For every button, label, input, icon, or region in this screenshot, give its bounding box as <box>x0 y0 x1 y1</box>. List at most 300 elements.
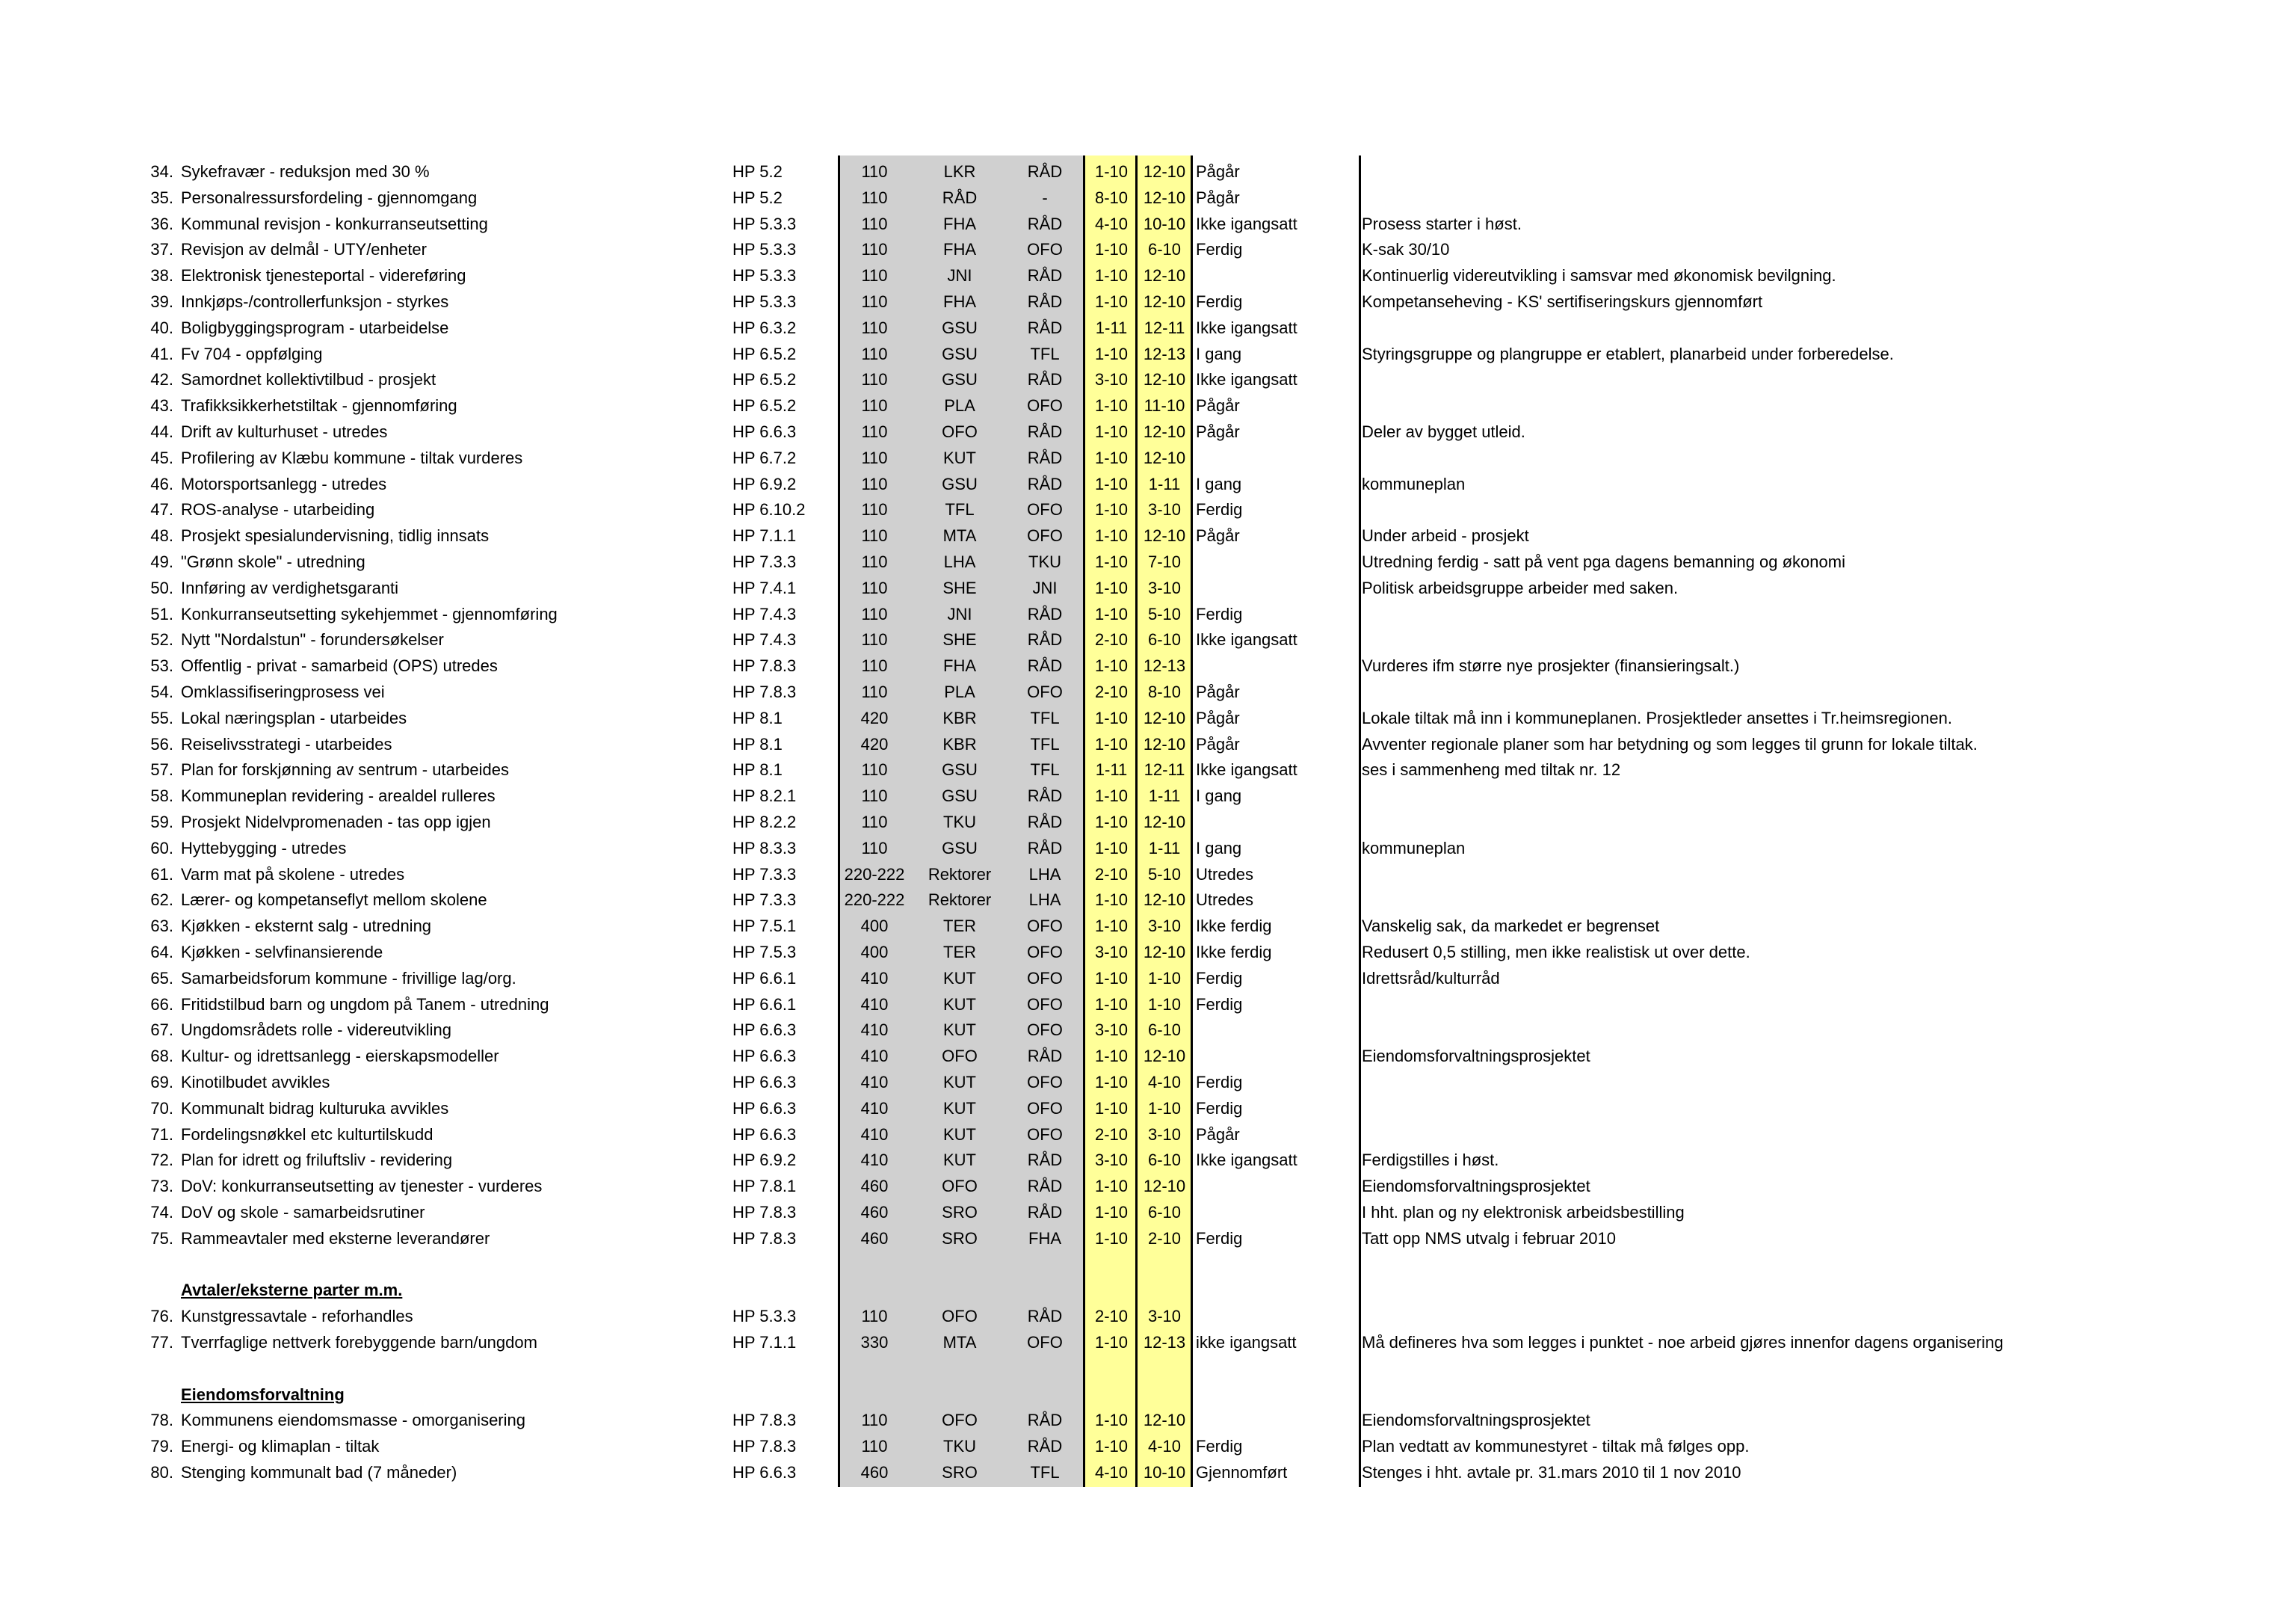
task-title: Kunstgressavtale - reforhandles <box>181 1307 413 1325</box>
task-title: ROS-analyse - utarbeiding <box>181 500 375 519</box>
approver: JNI <box>1032 579 1058 597</box>
row-number: 44. <box>150 422 173 441</box>
status: Ferdig <box>1196 500 1243 519</box>
account-code: 110 <box>861 292 888 311</box>
start-period: 1-10 <box>1094 839 1129 857</box>
start-period: 1-10 <box>1094 1437 1129 1456</box>
start-period: 1-10 <box>1094 1333 1129 1352</box>
account-code: 110 <box>861 240 888 259</box>
comment <box>1362 185 2259 211</box>
responsible: FHA <box>943 656 976 675</box>
table-row <box>0 1043 2296 1069</box>
status: Pågår <box>1196 709 1240 727</box>
table-row <box>0 626 2296 653</box>
plan-reference: HP 5.3.3 <box>732 215 797 233</box>
row-number: 54. <box>150 683 173 701</box>
plan-reference: HP 6.10.2 <box>732 500 806 519</box>
row-number: 77. <box>150 1333 173 1352</box>
plan-reference: HP 5.3.3 <box>732 1307 797 1325</box>
end-period: 12-10 <box>1143 1411 1186 1429</box>
start-period: 1-10 <box>1094 266 1129 285</box>
plan-reference: HP 6.6.3 <box>732 1463 797 1482</box>
account-code: 410 <box>860 1047 889 1065</box>
responsible: GSU <box>942 370 978 389</box>
status: Ikke igangsatt <box>1196 1151 1297 1169</box>
end-period: 1-11 <box>1148 839 1181 857</box>
comment <box>1362 679 2259 705</box>
responsible: OFO <box>942 422 978 441</box>
start-period: 3-10 <box>1094 943 1129 961</box>
task-title: Plan for idrett og friluftsliv - revidering <box>181 1151 453 1169</box>
plan-reference: HP 7.8.3 <box>732 656 797 675</box>
status <box>1196 1043 1357 1069</box>
comment: Stenges i hht. avtale pr. 31.mars 2010 til 1 nov 2010 <box>1362 1463 1741 1482</box>
end-period: 1-11 <box>1148 786 1181 805</box>
task-title: Personalressursfordeling - gjennomgang <box>181 188 478 207</box>
comment: Under arbeid - prosjekt <box>1362 526 1529 545</box>
row-number: 69. <box>150 1073 173 1091</box>
table-row <box>0 315 2296 341</box>
comment <box>1362 1121 2259 1148</box>
plan-reference: HP 6.9.2 <box>732 1151 797 1169</box>
account-code: 110 <box>861 656 888 675</box>
account-code: 460 <box>860 1229 889 1248</box>
responsible: KUT <box>943 1073 976 1091</box>
row-number: 38. <box>150 266 173 285</box>
account-code: 110 <box>861 552 888 571</box>
end-period: 3-10 <box>1147 1125 1182 1144</box>
responsible: FHA <box>943 240 976 259</box>
row-number: 43. <box>150 396 173 415</box>
account-code: 110 <box>861 630 888 649</box>
end-period: 12-10 <box>1143 735 1186 754</box>
status <box>1196 549 1357 575</box>
row-number: 78. <box>150 1411 173 1429</box>
approver: TFL <box>1030 760 1060 779</box>
comment: Eiendomsforvaltningsprosjektet <box>1362 1047 1590 1065</box>
table-row <box>0 262 2296 289</box>
comment: Idrettsråd/kulturråd <box>1362 969 1500 988</box>
task-title: Innkjøps-/controllerfunksjon - styrkes <box>181 292 449 311</box>
end-period: 12-11 <box>1144 318 1185 337</box>
approver: OFO <box>1027 526 1063 545</box>
account-code: 110 <box>861 786 888 805</box>
approver: RÅD <box>1027 1047 1063 1065</box>
responsible: PLA <box>944 683 975 701</box>
row-number: 45. <box>150 449 173 467</box>
approver: OFO <box>1027 240 1063 259</box>
start-period: 8-10 <box>1094 188 1129 207</box>
row-number: 68. <box>150 1047 173 1065</box>
row-number: 48. <box>150 526 173 545</box>
plan-reference: HP 7.8.1 <box>732 1177 797 1195</box>
status <box>1196 575 1357 601</box>
start-period: 2-10 <box>1094 1307 1129 1325</box>
account-code: 400 <box>860 943 889 961</box>
comment <box>1362 1017 2259 1043</box>
row-number: 58. <box>150 786 173 805</box>
end-period: 6-10 <box>1147 240 1182 259</box>
status: Ferdig <box>1196 969 1243 988</box>
plan-reference: HP 7.3.3 <box>732 865 797 884</box>
end-period: 12-10 <box>1143 1047 1186 1065</box>
end-period: 6-10 <box>1147 1203 1182 1222</box>
plan-reference: HP 6.6.3 <box>732 422 797 441</box>
account-code: 110 <box>861 1411 888 1429</box>
responsible: SRO <box>942 1229 978 1248</box>
approver: TKU <box>1028 552 1061 571</box>
end-period: 12-13 <box>1143 656 1186 675</box>
start-period: 1-10 <box>1094 579 1129 597</box>
responsible: OFO <box>942 1307 978 1325</box>
responsible: GSU <box>942 786 978 805</box>
plan-reference: HP 7.8.3 <box>732 1437 797 1456</box>
start-period: 1-10 <box>1094 449 1129 467</box>
approver: RÅD <box>1027 475 1063 493</box>
row-number: 72. <box>150 1151 173 1169</box>
task-title: Plan for forskjønning av sentrum - utarbeides <box>181 760 509 779</box>
end-period: 6-10 <box>1147 1020 1182 1039</box>
responsible: GSU <box>942 760 978 779</box>
end-period: 12-10 <box>1143 370 1186 389</box>
start-period: 1-10 <box>1094 162 1129 181</box>
status <box>1196 653 1357 679</box>
account-code: 110 <box>861 215 888 233</box>
task-title: Kommunal revisjon - konkurranseutsetting <box>181 215 488 233</box>
task-title: Fordelingsnøkkel etc kulturtilskudd <box>181 1125 433 1144</box>
status: Utredes <box>1196 865 1254 884</box>
table-row <box>0 757 2296 783</box>
plan-reference: HP 6.6.3 <box>732 1073 797 1091</box>
start-period: 2-10 <box>1094 630 1129 649</box>
start-period: 1-10 <box>1094 1177 1129 1195</box>
responsible: JNI <box>947 266 972 285</box>
status: Gjennomført <box>1196 1463 1288 1482</box>
table-row <box>0 341 2296 367</box>
plan-reference: HP 8.3.3 <box>732 839 797 857</box>
plan-reference: HP 7.1.1 <box>732 1333 797 1352</box>
comment: Lokale tiltak må inn i kommuneplanen. Prosjektleder ansettes i Tr.heimsregionen. <box>1362 709 1952 727</box>
task-title: Energi- og klimaplan - tiltak <box>181 1437 380 1456</box>
plan-reference: HP 5.2 <box>732 162 783 181</box>
responsible: KUT <box>943 995 976 1014</box>
status: Ikke igangsatt <box>1196 370 1297 389</box>
account-code: 410 <box>860 1125 889 1144</box>
responsible: SRO <box>942 1203 978 1222</box>
plan-reference: HP 5.3.3 <box>732 292 797 311</box>
account-code: 110 <box>861 1307 888 1325</box>
start-period: 1-10 <box>1094 813 1129 831</box>
start-period: 1-10 <box>1094 552 1129 571</box>
responsible: GSU <box>942 318 978 337</box>
task-title: Kommunens eiendomsmasse - omorganisering <box>181 1411 525 1429</box>
table-row <box>0 809 2296 835</box>
comment: Vanskelig sak, da markedet er begrenset <box>1362 917 1660 935</box>
approver: RÅD <box>1027 1411 1063 1429</box>
account-code: 410 <box>860 1151 889 1169</box>
task-title: Stenging kommunalt bad (7 måneder) <box>181 1463 457 1482</box>
account-code: 420 <box>860 735 889 754</box>
task-title: Innføring av verdighetsgaranti <box>181 579 399 597</box>
approver: TFL <box>1030 735 1060 754</box>
status <box>1196 1017 1357 1043</box>
approver: OFO <box>1027 943 1063 961</box>
account-code: 410 <box>860 995 889 1014</box>
comment: Plan vedtatt av kommunestyret - tiltak må følges opp. <box>1362 1437 1750 1456</box>
responsible: KUT <box>943 1151 976 1169</box>
task-title: Kultur- og idrettsanlegg - eierskapsmodeller <box>181 1047 499 1065</box>
task-title: Fritidstilbud barn og ungdom på Tanem - utredning <box>181 995 549 1014</box>
comment <box>1362 626 2259 653</box>
end-period: 5-10 <box>1147 605 1182 623</box>
approver: OFO <box>1027 995 1063 1014</box>
approver: FHA <box>1028 1229 1061 1248</box>
task-title: Kjøkken - selvfinansierende <box>181 943 383 961</box>
end-period: 8-10 <box>1147 683 1182 701</box>
approver: LHA <box>1028 890 1061 909</box>
column-border <box>838 155 840 1487</box>
account-code: 110 <box>861 1437 888 1456</box>
end-period: 12-13 <box>1143 345 1186 363</box>
end-period: 10-10 <box>1143 1463 1186 1482</box>
end-period: 10-10 <box>1143 215 1186 233</box>
approver: OFO <box>1027 1073 1063 1091</box>
responsible: TKU <box>943 1437 976 1456</box>
start-period: 1-10 <box>1094 1099 1129 1118</box>
plan-reference: HP 5.2 <box>732 188 783 207</box>
table-row <box>0 211 2296 237</box>
status: Ikke igangsatt <box>1196 630 1297 649</box>
comment <box>1362 1069 2259 1095</box>
table-row <box>0 965 2296 991</box>
status: I gang <box>1196 786 1242 805</box>
status <box>1196 1303 1357 1329</box>
comment <box>1362 158 2259 185</box>
approver: RÅD <box>1027 1437 1063 1456</box>
start-period: 1-10 <box>1094 995 1129 1014</box>
approver: RÅD <box>1027 656 1063 675</box>
section-heading: Avtaler/eksterne parter m.m. <box>181 1281 403 1299</box>
end-period: 12-10 <box>1143 292 1186 311</box>
task-title: Lokal næringsplan - utarbeides <box>181 709 407 727</box>
responsible: JNI <box>947 605 972 623</box>
section-header-row <box>0 1277 2296 1303</box>
responsible: KBR <box>942 709 977 727</box>
end-period: 7-10 <box>1147 552 1182 571</box>
comment: Politisk arbeidsgruppe arbeider med saken. <box>1362 579 1679 597</box>
status <box>1196 445 1357 471</box>
column-border <box>1359 155 1361 1487</box>
start-period: 2-10 <box>1094 683 1129 701</box>
plan-reference: HP 8.2.1 <box>732 786 797 805</box>
account-code: 110 <box>861 839 888 857</box>
task-title: Lærer- og kompetanseflyt mellom skolene <box>181 890 487 909</box>
plan-reference: HP 6.6.3 <box>732 1125 797 1144</box>
start-period: 3-10 <box>1094 370 1129 389</box>
start-period: 1-10 <box>1094 1073 1129 1091</box>
start-period: 1-10 <box>1094 475 1129 493</box>
comment <box>1362 601 2259 627</box>
table-row <box>0 549 2296 575</box>
account-code: 460 <box>860 1463 889 1482</box>
row-number: 47. <box>150 500 173 519</box>
responsible: TER <box>943 917 976 935</box>
account-code: 110 <box>861 475 888 493</box>
comment <box>1362 887 2259 913</box>
row-number: 64. <box>150 943 173 961</box>
status: Ferdig <box>1196 605 1243 623</box>
start-period: 3-10 <box>1094 1020 1129 1039</box>
status: Ikke igangsatt <box>1196 760 1297 779</box>
plan-reference: HP 8.1 <box>732 735 783 754</box>
comment: Eiendomsforvaltningsprosjektet <box>1362 1411 1590 1429</box>
comment <box>1362 392 2259 419</box>
plan-reference: HP 7.4.3 <box>732 605 797 623</box>
approver: OFO <box>1027 500 1063 519</box>
row-number: 66. <box>150 995 173 1014</box>
plan-reference: HP 7.8.3 <box>732 1411 797 1429</box>
task-title: Revisjon av delmål - UTY/enheter <box>181 240 427 259</box>
responsible: SRO <box>942 1463 978 1482</box>
plan-reference: HP 8.1 <box>732 709 783 727</box>
table-row <box>0 471 2296 497</box>
account-code: 420 <box>860 709 889 727</box>
plan-reference: HP 6.6.1 <box>732 995 797 1014</box>
approver: OFO <box>1027 396 1063 415</box>
row-number: 42. <box>150 370 173 389</box>
task-title: Sykefravær - reduksjon med 30 % <box>181 162 430 181</box>
row-number: 74. <box>150 1203 173 1222</box>
responsible: MTA <box>942 1333 977 1352</box>
status: Pågår <box>1196 396 1240 415</box>
row-number: 76. <box>150 1307 173 1325</box>
comment <box>1362 809 2259 835</box>
approver: RÅD <box>1027 318 1063 337</box>
table-row <box>0 1199 2296 1225</box>
table-row <box>0 1017 2296 1043</box>
responsible: OFO <box>942 1047 978 1065</box>
plan-reference: HP 6.9.2 <box>732 475 797 493</box>
approver: RÅD <box>1027 370 1063 389</box>
table-row <box>0 445 2296 471</box>
row-number: 57. <box>150 760 173 779</box>
end-period: 6-10 <box>1147 630 1182 649</box>
start-period: 1-10 <box>1094 709 1129 727</box>
end-period: 12-13 <box>1143 1333 1186 1352</box>
status: Pågår <box>1196 1125 1240 1144</box>
account-code: 460 <box>860 1203 889 1222</box>
task-title: Offentlig - privat - samarbeid (OPS) utredes <box>181 656 498 675</box>
start-period: 1-10 <box>1094 292 1129 311</box>
plan-reference: HP 7.4.1 <box>732 579 797 597</box>
table-row <box>0 1095 2296 1121</box>
account-code: 400 <box>860 917 889 935</box>
table-row <box>0 939 2296 965</box>
start-period: 1-10 <box>1094 1411 1129 1429</box>
comment: Ferdigstilles i høst. <box>1362 1151 1499 1169</box>
task-title: Trafikksikkerhetstiltak - gjennomføring <box>181 396 457 415</box>
responsible: Rektorer <box>928 890 992 909</box>
end-period: 12-10 <box>1143 526 1186 545</box>
end-period: 3-10 <box>1147 1307 1182 1325</box>
plan-reference: HP 7.1.1 <box>732 526 797 545</box>
plan-reference: HP 8.1 <box>732 760 783 779</box>
start-period: 1-10 <box>1094 345 1129 363</box>
start-period: 1-10 <box>1094 422 1129 441</box>
responsible: PLA <box>944 396 975 415</box>
plan-reference: HP 5.3.3 <box>732 266 797 285</box>
status: Pågår <box>1196 683 1240 701</box>
row-number: 71. <box>150 1125 173 1144</box>
approver: OFO <box>1027 1333 1063 1352</box>
table-row <box>0 835 2296 861</box>
table-row <box>0 185 2296 211</box>
status <box>1196 1199 1357 1225</box>
section-header-row <box>0 1382 2296 1408</box>
approver: RÅD <box>1027 1203 1063 1222</box>
task-title: Omklassifiseringprosess vei <box>181 683 385 701</box>
comment: Eiendomsforvaltningsprosjektet <box>1362 1177 1590 1195</box>
end-period: 12-10 <box>1143 162 1186 181</box>
comment <box>1362 496 2259 523</box>
comment: I hht. plan og ny elektronisk arbeidsbestilling <box>1362 1203 1685 1222</box>
comment <box>1362 315 2259 341</box>
status <box>1196 1407 1357 1433</box>
responsible: FHA <box>943 215 976 233</box>
table-row <box>0 1329 2296 1355</box>
task-title: Reiselivsstrategi - utarbeides <box>181 735 392 754</box>
approver: OFO <box>1027 1125 1063 1144</box>
end-period: 12-10 <box>1143 890 1186 909</box>
row-number: 80. <box>150 1463 173 1482</box>
task-title: Prosjekt spesialundervisning, tidlig innsats <box>181 526 490 545</box>
approver: RÅD <box>1027 630 1063 649</box>
start-period: 3-10 <box>1094 1151 1129 1169</box>
comment: Kompetanseheving - KS' sertifiseringskurs gjennomført <box>1362 292 1763 311</box>
approver: RÅD <box>1027 813 1063 831</box>
account-code: 110 <box>861 813 888 831</box>
task-title: Samordnet kollektivtilbud - prosjekt <box>181 370 436 389</box>
end-period: 12-10 <box>1143 1177 1186 1195</box>
responsible: KUT <box>943 1020 976 1039</box>
table-row <box>0 887 2296 913</box>
task-title: Kommunalt bidrag kulturuka avvikles <box>181 1099 449 1118</box>
status: Ferdig <box>1196 292 1243 311</box>
account-code: 110 <box>861 760 888 779</box>
plan-reference: HP 6.6.3 <box>732 1047 797 1065</box>
comment: Avventer regionale planer som har betydning og som legges til grunn for lokale tiltak. <box>1362 735 1978 754</box>
responsible: TFL <box>945 500 975 519</box>
table-row <box>0 731 2296 757</box>
account-code: 110 <box>861 318 888 337</box>
end-period: 12-11 <box>1144 760 1185 779</box>
column-border <box>1191 155 1193 1487</box>
responsible: KBR <box>942 735 977 754</box>
row-number: 39. <box>150 292 173 311</box>
comment: Vurderes ifm større nye prosjekter (finansieringsalt.) <box>1362 656 1740 675</box>
status: Utredes <box>1196 890 1254 909</box>
approver: RÅD <box>1027 1177 1063 1195</box>
end-period: 2-10 <box>1147 1229 1182 1248</box>
approver: RÅD <box>1027 1151 1063 1169</box>
task-title: Nytt "Nordalstun" - forundersøkelser <box>181 630 444 649</box>
table-row <box>0 158 2296 185</box>
comment: Tatt opp NMS utvalg i februar 2010 <box>1362 1229 1616 1248</box>
approver: RÅD <box>1027 1307 1063 1325</box>
end-period: 12-10 <box>1143 943 1186 961</box>
status: Pågår <box>1196 526 1240 545</box>
plan-reference: HP 6.6.3 <box>732 1020 797 1039</box>
